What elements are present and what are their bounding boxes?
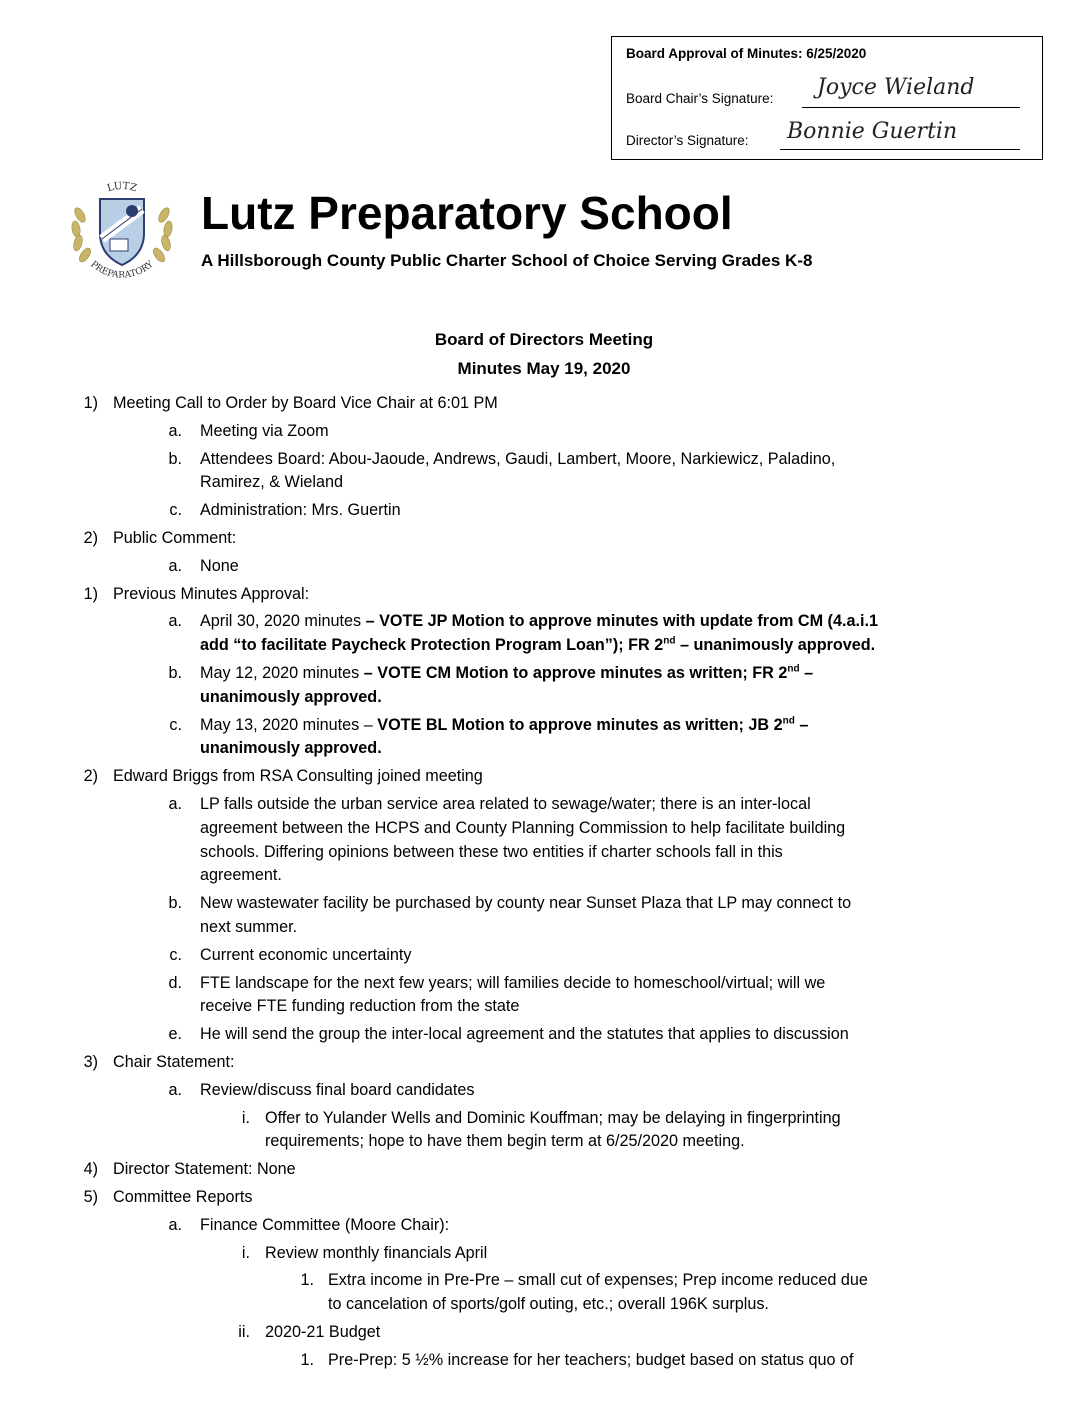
list-marker: 1) [83,584,98,603]
meeting-date: Minutes May 19, 2020 [457,359,631,378]
list-marker: d. [168,973,182,992]
list-item [200,1078,474,1102]
list-item [200,554,239,578]
chair-signature: Joyce Wieland [817,75,975,100]
list-item [200,470,343,494]
item-text: Review monthly financials April [265,1243,488,1262]
item-text: 2020-21 Budget [265,1323,381,1341]
list-item [200,863,282,887]
approval-box [611,36,1043,160]
list-item [200,419,329,443]
list-item [200,685,382,709]
item-text: LP falls outside the urban service area related to sewage/water; there is an inter-local [200,795,811,813]
item-text: Previous Minutes Approval: [113,584,310,603]
item-text: agreement. [200,866,282,885]
list-item [113,764,483,788]
list-marker: 3) [83,1053,98,1071]
list-marker: i. [241,1243,250,1262]
superscript-text: nd [663,635,676,647]
item-text: Director Statement: None [113,1160,296,1179]
item-text: FTE landscape for the next few years; will families decide to homeschool/virtual; will we [200,973,826,992]
list-marker: 4) [83,1160,98,1179]
list-marker: b. [168,894,182,913]
logo-bottom-text: PREPARATORY [88,259,156,281]
list-marker: b. [168,449,182,468]
list-item [113,391,498,415]
list-item [113,582,309,606]
list-item [113,1050,234,1074]
item-text: receive FTE funding reduction from the state [200,997,520,1016]
list-item [200,1022,849,1046]
list-marker: a. [168,612,182,631]
item-text: unanimously approved. [200,687,382,706]
director-signature-label: Director’s Signature: [626,133,749,148]
school-name: Lutz Preparatory School [201,187,733,239]
list-marker: a. [168,1080,182,1099]
list-item [328,1292,769,1316]
list-marker: e. [168,1025,182,1044]
item-text: April 30, 2020 minutes [200,612,366,631]
list-item [200,736,382,760]
list-item [200,633,875,657]
list-item [200,713,808,737]
list-item [200,840,783,864]
item-text: Pre-Prep: 5 ½% increase for her teachers; budget based on status quo of [328,1350,854,1369]
item-text: Finance Committee (Moore Chair): [200,1215,450,1234]
list-item [200,891,851,915]
item-text: Chair Statement: [113,1053,235,1071]
item-text: Administration: Mrs. Guertin [200,501,401,520]
svg-text:LUTZ [106,181,138,195]
item-text: next summer. [200,918,298,936]
item-text: – VOTE JP Motion to approve minutes with update from CM (4.a.i.1 [365,612,878,631]
chair-signature-line [802,107,1020,108]
chair-signature-label: Board Chair’s Signature: [626,91,774,106]
item-text: Committee Reports [113,1188,253,1206]
list-item [265,1241,487,1265]
logo-top-text: LUTZ [105,180,138,195]
item-text: VOTE BL Motion to approve minutes as written; JB 2 [377,715,783,734]
list-marker: i. [241,1108,250,1127]
item-text: Review/discuss final board candidates [200,1080,475,1099]
superscript-text: nd [787,663,800,675]
list-marker: a. [168,1215,182,1234]
list-marker: 2) [83,529,98,547]
school-subtitle: A Hillsborough County Public Charter School of Choice Serving Grades K-8 [201,251,813,270]
list-item [265,1129,745,1153]
list-item [113,1157,296,1181]
list-marker: b. [168,664,182,682]
item-text: agreement between the HCPS and County Planning Commission to help facilitate building [200,818,846,837]
list-item [328,1348,854,1372]
list-item [200,1213,449,1237]
list-item [200,943,411,967]
superscript-text: nd [782,715,795,727]
crest-icon [66,175,178,287]
list-marker: c. [169,715,182,734]
item-text: Current economic uncertainty [200,945,412,964]
list-marker: a. [168,795,182,813]
item-text: Offer to Yulander Wells and Dominic Kouffman; may be delaying in fingerprinting [265,1108,841,1127]
item-text: Edward Briggs from RSA Consulting joined meeting [113,767,483,786]
item-text: Extra income in Pre-Pre – small cut of expenses; Prep income reduced due [328,1271,868,1290]
list-item [265,1320,380,1344]
item-text: Meeting via Zoom [200,421,329,440]
list-item [200,994,519,1018]
item-text: Ramirez, & Wieland [200,473,344,492]
list-item [113,526,236,550]
approval-title: Board Approval of Minutes: 6/25/2020 [626,46,867,61]
school-crest-logo [66,175,178,287]
list-marker: a. [168,421,182,440]
list-item [113,1185,252,1209]
item-text: to cancelation of sports/golf outing, etc.; overall 196K surplus. [328,1295,769,1314]
list-item [200,971,825,995]
list-item [200,816,845,840]
item-text: – [799,664,814,682]
list-marker: ii. [238,1323,250,1341]
item-text: – unanimously approved. [675,636,876,655]
list-marker: c. [169,501,182,520]
item-text: Attendees Board: Abou-Jaoude, Andrews, Gaudi, Lambert, Moore, Narkiewicz, Paladino, [200,449,836,468]
list-item [265,1106,841,1130]
list-marker: a. [168,556,182,575]
item-text: May 12, 2020 minutes [200,664,364,682]
meeting-title: Board of Directors Meeting [434,330,654,349]
list-marker: 1. [300,1350,314,1369]
list-marker: 2) [83,767,98,786]
item-text: New wastewater facility be purchased by county near Sunset Plaza that LP may connect to [200,894,852,913]
list-marker: 1) [83,394,98,412]
list-item [200,915,297,939]
item-text: schools. Differing opinions between these two entities if charter schools fall in this [200,842,783,861]
list-item [200,792,811,816]
list-item [200,609,878,633]
director-signature: Bonnie Guertin [787,119,958,144]
item-text: May 13, 2020 minutes – [200,715,378,734]
item-text: requirements; hope to have them begin term at 6/25/2020 meeting. [265,1132,745,1151]
item-text: None [200,556,239,575]
list-marker: 1. [300,1271,314,1290]
list-item [200,447,835,471]
item-text: – VOTE CM Motion to approve minutes as written; FR 2 [363,664,788,682]
item-text: unanimously approved. [200,739,382,758]
list-item [200,661,813,685]
list-marker: c. [169,945,182,964]
list-item [328,1268,868,1292]
item-text: He will send the group the inter-local agreement and the statutes that applies to discussion [200,1025,849,1044]
item-text: add “to facilitate Paycheck Protection Program Loan”); FR 2 [200,636,664,655]
item-text: Public Comment: [113,529,237,547]
item-text: – [794,715,809,734]
director-signature-line [780,149,1020,150]
list-item [200,498,401,522]
item-text: Meeting Call to Order by Board Vice Chair at 6:01 PM [113,394,498,412]
list-marker: 5) [83,1188,98,1206]
